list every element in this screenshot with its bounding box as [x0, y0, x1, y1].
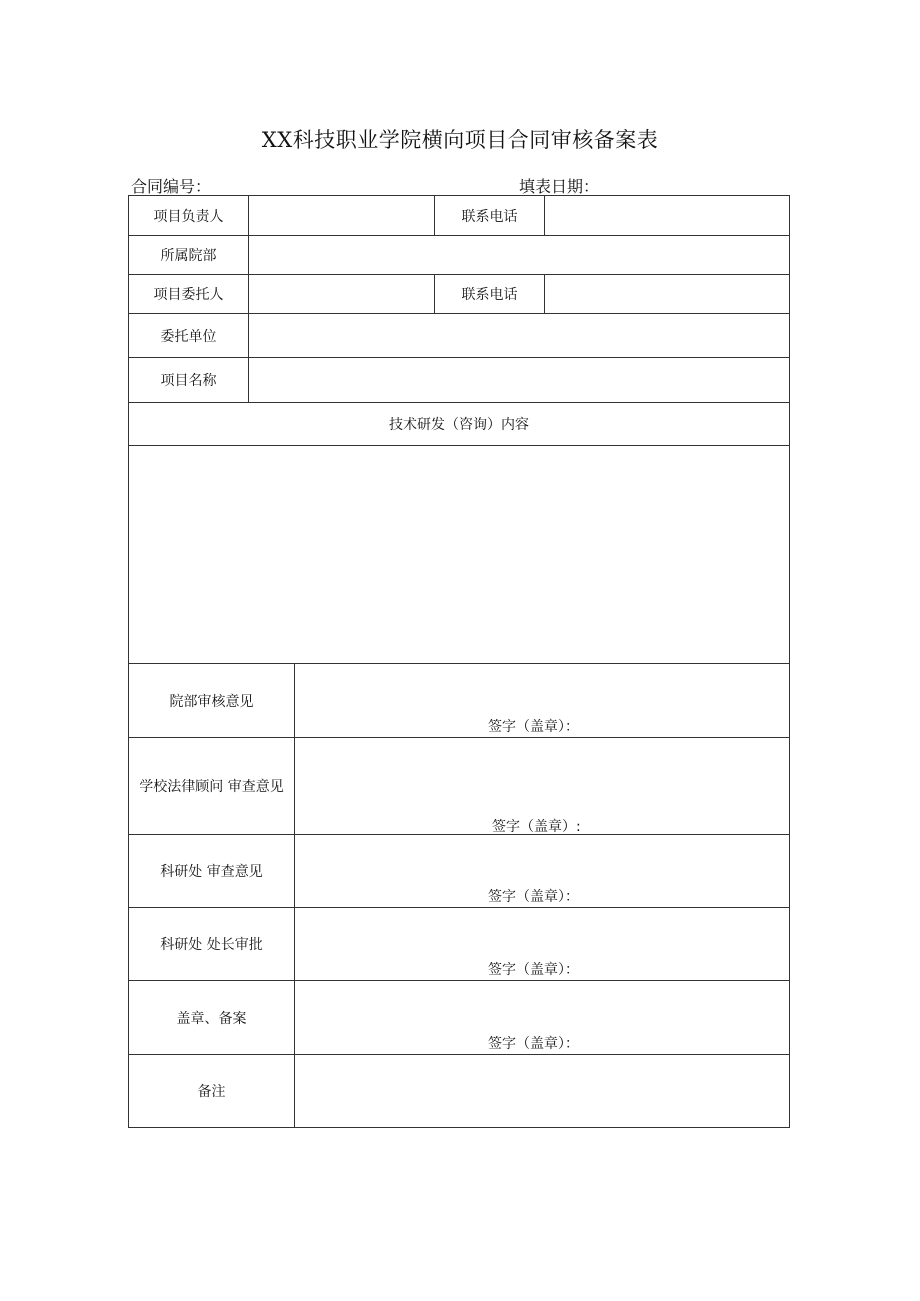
- seal-filing-field[interactable]: [294, 980, 790, 1055]
- contact-phone-label: 联系电话: [461, 208, 518, 225]
- project-client-label: 项目委托人: [153, 287, 224, 303]
- department-label-cell: [128, 235, 249, 275]
- tech-content-header: 技术研发（咨询）内容: [389, 417, 529, 433]
- contract-no-label: 合同编号：: [131, 177, 212, 196]
- client-unit-label: 委托单位: [160, 328, 217, 345]
- project-client-field[interactable]: [248, 274, 435, 314]
- seal-filing-label-cell: [128, 980, 295, 1055]
- project-leader-field[interactable]: [248, 195, 435, 236]
- dept-opinion-label: 院部审核意见: [169, 693, 254, 710]
- department-field[interactable]: [248, 235, 790, 275]
- legal-opinion-field[interactable]: [294, 737, 790, 835]
- tech-content-header-cell: [128, 402, 790, 446]
- tech-content-field[interactable]: [128, 445, 790, 664]
- client-unit-label-cell: [128, 313, 249, 358]
- research-opinion-label-cell: [128, 834, 295, 908]
- legal-opinion-label: 学校法律顾问 审查意见: [139, 779, 284, 795]
- dept-sign-label: 签字（盖章）：: [488, 719, 579, 735]
- seal-filing-label: 盖章、备案: [176, 1010, 247, 1027]
- remarks-label-cell: [128, 1054, 295, 1128]
- director-sign-label: 签字（盖章）：: [488, 962, 579, 978]
- contact-phone-2-field[interactable]: [544, 274, 790, 314]
- director-approval-label: 科研处 处长审批: [160, 937, 263, 953]
- director-approval-label-cell: [128, 907, 295, 981]
- remarks-label: 备注: [197, 1084, 226, 1100]
- research-opinion-field[interactable]: [294, 834, 790, 908]
- research-sign-label: 签字（盖章）：: [488, 889, 579, 905]
- project-name-field[interactable]: [248, 357, 790, 403]
- contact-phone-label-cell: [434, 195, 545, 236]
- form-title: XX科技职业学院横向项目合同审核备案表: [261, 128, 659, 152]
- project-leader-label-cell: [128, 195, 249, 236]
- dept-opinion-field[interactable]: [294, 663, 790, 738]
- review-form-table: [129, 196, 790, 1128]
- department-label: 所属院部: [160, 248, 217, 264]
- project-leader-label: 项目负责人: [153, 208, 224, 225]
- contact-phone-field[interactable]: [544, 195, 790, 236]
- seal-sign-label: 签字（盖章）：: [488, 1036, 579, 1052]
- contact-phone-2-label-cell: [434, 274, 545, 314]
- fill-date-label: 填表日期：: [519, 177, 600, 196]
- client-unit-field[interactable]: [248, 313, 790, 358]
- dept-opinion-label-cell: [128, 663, 295, 738]
- legal-opinion-label-cell: [128, 737, 295, 835]
- project-name-label: 项目名称: [160, 373, 217, 389]
- contact-phone-2-label: 联系电话: [461, 287, 518, 303]
- project-client-label-cell: [128, 274, 249, 314]
- project-name-label-cell: [128, 357, 249, 403]
- remarks-field[interactable]: [294, 1054, 790, 1128]
- director-approval-field[interactable]: [294, 907, 790, 981]
- legal-sign-label: 签字（盖章）:: [492, 819, 581, 835]
- research-opinion-label: 科研处 审查意见: [160, 864, 263, 880]
